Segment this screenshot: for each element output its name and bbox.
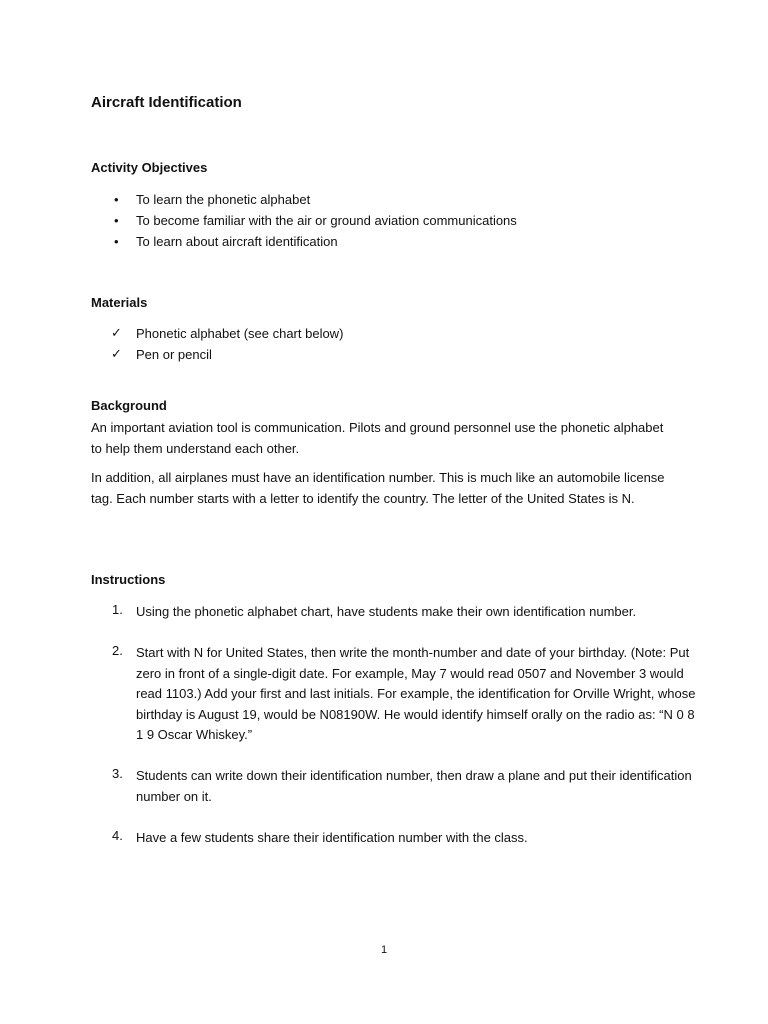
background-heading: Background [91, 398, 167, 413]
page-number: 1 [380, 944, 388, 956]
bullet-icon: • [114, 234, 119, 249]
instruction-item: Start with N for United States, then write the month-number and date of your birthday. (Note: Put zero in front of a single-digit date. For example, May 7 would read 0507 and November 3 would read 1103.) Add your first and last initials. For example, the identification for Orville Wright, whose birthday is August 19, would be N08190W. He would identify himself orally on the radio as: “N 0 8 1 9 Oscar Whiskey.” [136, 645, 696, 742]
instruction-item: Have a few students share their identification number with the class. [136, 830, 528, 845]
background-paragraph: An important aviation tool is communication. Pilots and ground personnel use the phonetic alphabet to help them understand each other. [91, 420, 664, 456]
bullet-icon: • [114, 213, 119, 228]
list-number: 1. [112, 602, 123, 617]
instructions-heading: Instructions [91, 572, 166, 587]
page-title: Aircraft Identification [91, 94, 242, 111]
checkmark-icon: ✓ [111, 325, 122, 340]
material-item: Pen or pencil [136, 347, 212, 362]
list-number: 2. [112, 643, 123, 658]
instruction-item: Students can write down their identification number, then draw a plane and put their identification number on it. [136, 768, 692, 804]
checkmark-icon: ✓ [111, 346, 122, 361]
instruction-item: Using the phonetic alphabet chart, have students make their own identification number. [136, 604, 637, 619]
background-paragraph: In addition, all airplanes must have an identification number. This is much like an automobile license tag. Each number starts with a letter to identify the country. The letter of the United States is N. [91, 470, 665, 506]
objective-item: To learn the phonetic alphabet [136, 192, 311, 207]
objectives-heading: Activity Objectives [91, 160, 208, 175]
objective-item: To learn about aircraft identification [136, 234, 338, 249]
list-number: 4. [112, 828, 123, 843]
material-item: Phonetic alphabet (see chart below) [136, 326, 344, 341]
objective-item: To become familiar with the air or ground aviation communications [136, 213, 517, 228]
bullet-icon: • [114, 192, 119, 207]
list-number: 3. [112, 766, 123, 781]
materials-heading: Materials [91, 295, 148, 310]
